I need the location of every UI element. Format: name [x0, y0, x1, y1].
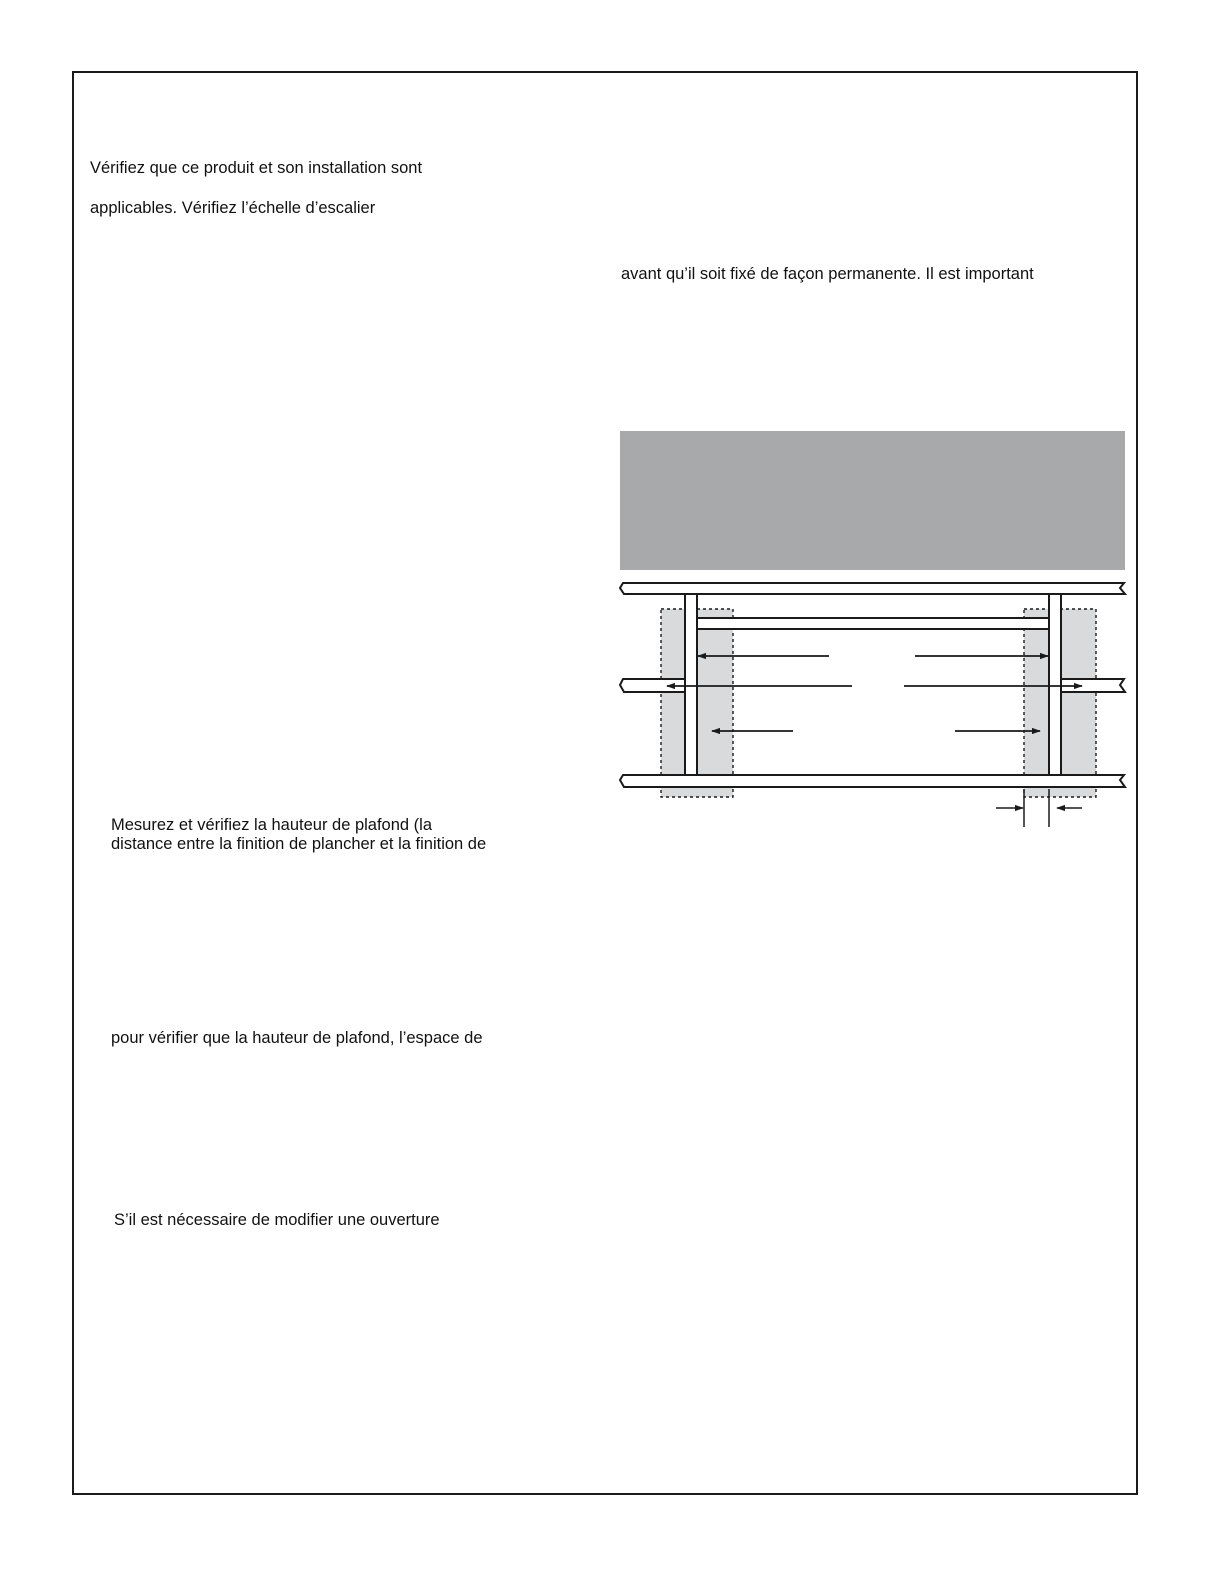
right-trimmer: [1049, 594, 1061, 775]
text-line-before-fixed: avant qu’il soit fixé de façon permanente. Il est important: [621, 265, 1034, 283]
text-line-distance-floor: distance entre la finition de plancher et la finition de: [111, 835, 487, 853]
text-line-verify-ceiling-height: pour vérifier que la hauteur de plafond, l’espace de: [111, 1029, 483, 1047]
text-line-measure-ceiling: Mesurez et vérifiez la hauteur de plafond (la: [111, 816, 433, 834]
left-trimmer: [685, 594, 697, 775]
bottom-joist: [620, 775, 1125, 787]
text-line-modify-opening: S’il est nécessaire de modifier une ouverture: [114, 1211, 440, 1229]
text-line-verify-stair-scale: applicables. Vérifiez l’échelle d’escalier: [90, 199, 376, 217]
gray-banner: [620, 431, 1125, 570]
stair-opening-framing-diagram: [615, 576, 1135, 836]
text-line-verify-product: Vérifiez que ce produit et son installation sont: [90, 159, 423, 177]
header-beam: [697, 618, 1049, 629]
top-joist: [620, 583, 1125, 594]
